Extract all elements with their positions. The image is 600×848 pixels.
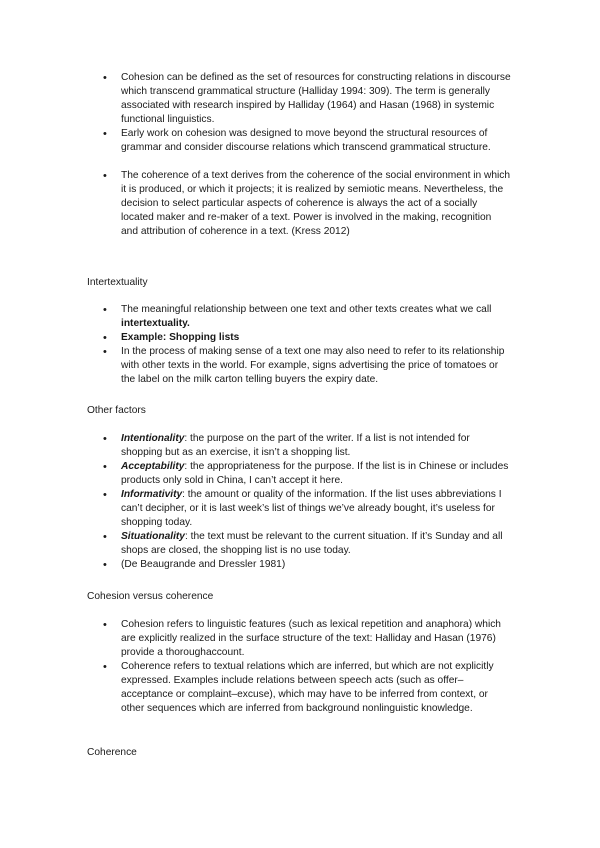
list-item [0,530,511,558]
term-situationality: Situationality [121,531,185,542]
list-item: • Cohesion refers to linguistic features (such as lexical repetition and anaphora) which are explicitly realized in the surface structure of the text: Halliday and Hasan (1976) provide a thoroughaccount. [0,618,511,660]
definition-text: : the text must be relevant to the current situation. If it’s Sunday and all shops are closed, the shopping list is no use today. [121,531,503,556]
term-acceptability: Acceptability [121,461,185,472]
section-heading-intertextuality: Intertextuality [87,277,148,288]
term-intertextuality: intertextuality. [121,318,190,329]
section-heading-cohesion-vs-coherence: Cohesion versus coherence [87,591,214,602]
term-informativity: Informativity [121,489,183,500]
example-label: Example: Shopping lists [121,332,240,343]
section-heading-other-factors: Other factors [87,405,146,416]
list-item [0,303,511,331]
list-item: • Early work on cohesion was designed to move beyond the structural resources of grammar and consider discourse relations which transcend grammatical structure. [0,127,511,155]
cohesion-vs-coherence-section [0,618,600,716]
list-item: • The coherence of a text derives from the coherence of the social environment in which it is produced, or which it projects; it is realized by semiotic means. Nevertheless, the decision to select particular aspects of coherence is always the act of a socially located maker and re-maker of a text. Power is involved in the making, recognition and attribution of coherence in a text. (Kress 2012) [0,169,511,239]
list-item: • In the process of making sense of a text one may also need to refer to its relationship with other texts in the world. For example, signs advertising the price of tomatoes or the label on the milk carton telling buyers the expiry date. [0,345,511,387]
definition-text: : the amount or quality of the information. If the list uses abbreviations I can’t decipher, or it is last week’s list of things we’ve already bought, it’s useless for shopping today. [121,489,502,528]
definition-text: : the purpose on the part of the writer. If a list is not intended for shopping but as an exercise, it isn’t a shopping list. [121,433,470,458]
other-factors-section [0,432,600,572]
list-item [0,460,511,488]
list-item: • (De Beaugrande and Dressler 1981) [0,558,511,572]
list-item-text: The meaningful relationship between one text and other texts creates what we call [121,304,492,315]
list-item [0,331,511,345]
list-item: • Cohesion can be defined as the set of resources for constructing relations in discourse which transcend grammatical structure (Halliday 1994: 309). The term is generally associated with research inspired by Halliday (1964) and Hasan (1968) in systemic functional linguistics. [0,71,511,127]
definition-text: : the appropriateness for the purpose. If the list is in Chinese or includes products only sold in China, I can’t accept it here. [121,461,509,486]
section-heading-coherence: Coherence [87,747,137,758]
list-item [0,488,511,530]
term-intentionality: Intentionality [121,433,185,444]
list-item: • Coherence refers to textual relations which are inferred, but which are not explicitly expressed. Examples include relations between speech acts (such as offer– acceptance or complaint–excuse), which may have to be inferred from context, or other sequences which are inferred from background nonlinguistic knowledge. [0,660,511,716]
list-item [0,432,511,460]
intro-section [0,71,600,239]
intertextuality-section [0,303,600,387]
